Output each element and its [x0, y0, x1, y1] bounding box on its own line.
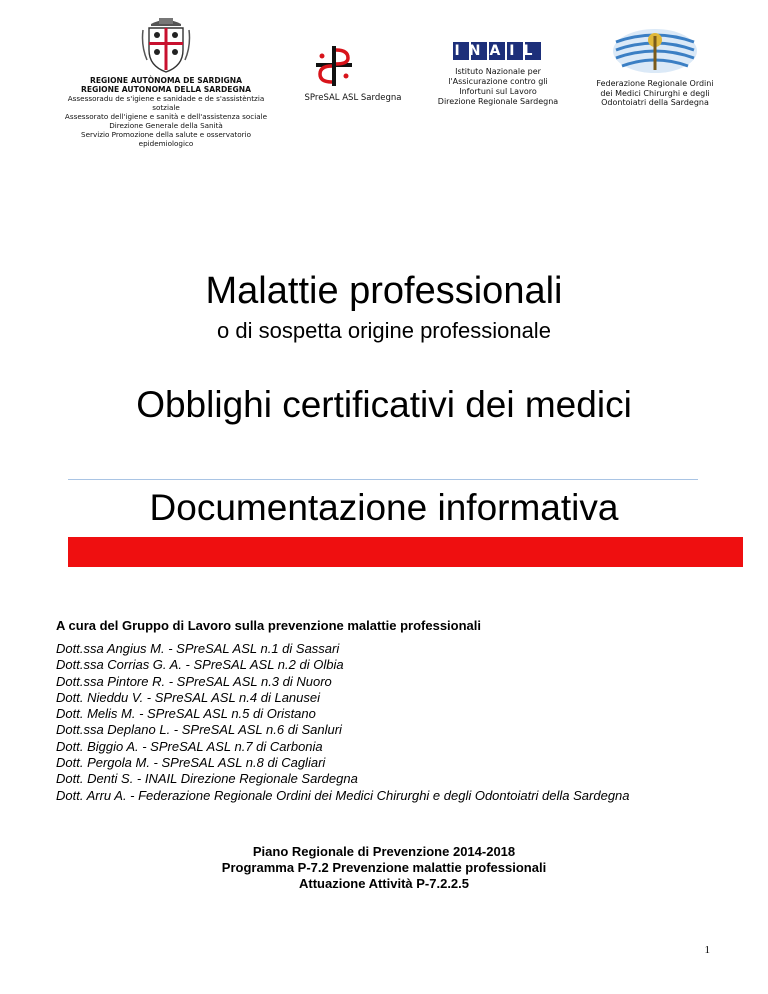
red-banner [68, 537, 743, 567]
author-item: Dott. Denti S. - INAIL Direzione Regionale Sardegna [56, 771, 358, 787]
regione-line1: REGIONE AUTÒNOMA DE SARDIGNA [90, 76, 242, 85]
plan-line3: Attuazione Attività P-7.2.2.5 [299, 876, 469, 891]
author-item: Dott.ssa Pintore R. - SPreSAL ASL n.3 di Nuoro [56, 673, 332, 689]
divider-rule [68, 479, 698, 480]
curated-by: A cura del Gruppo di Lavoro sulla prevenzione malattie professionali [56, 618, 482, 633]
author-item: Dott. Melis M. - SPreSAL ASL n.5 di Oristano [56, 706, 316, 722]
inail-line3: Infortuni sul Lavoro [459, 87, 537, 96]
spresal-caption: SPreSAL ASL Sardegna [304, 93, 402, 103]
author-item: Dott.ssa Corrias G. A. - SPreSAL ASL n.2 di Olbia [56, 657, 344, 673]
author-item: Dott.ssa Deplano L. - SPreSAL ASL n.6 di Sanluri [56, 722, 342, 738]
ordine-line3: Odontoiatri della Sardegna [601, 98, 709, 107]
author-item: Dott. Arru A. - Federazione Regionale Ordini dei Medici Chirurghi e degli Odontoiatri della Sardegna [56, 787, 630, 803]
inail-line2: l'Assicurazione contro gli [448, 77, 548, 86]
obblighi-title: Obblighi certificativi dei medici [136, 384, 632, 425]
logo-federazione-ordini [590, 26, 720, 108]
author-item: Dott.ssa Angius M. - SPreSAL ASL n.1 di Sassari [56, 641, 340, 656]
author-item: Dott. Biggio A. - SPreSAL ASL n.7 di Carbonia [56, 738, 323, 754]
regione-line4: Assessorato dell'igiene e sanità e dell'assistenza sociale [64, 112, 268, 121]
ordine-line2: dei Medici Chirurghi e degli [600, 88, 710, 98]
author-item: Dott. Pergola M. - SPreSAL ASL n.8 di Cagliari [56, 755, 326, 771]
ordine-line1: Federazione Regionale Ordini [596, 79, 714, 88]
page-number: 1 [704, 944, 710, 956]
regione-line2: REGIONE AUTONOMA DELLA SARDEGNA [81, 85, 251, 94]
regione-line5: Direzione Generale della Sanità [109, 121, 223, 130]
inail-line4: Direzione Regionale Sardegna [437, 97, 559, 106]
authors-list [56, 641, 630, 804]
spresal-logo-icon [314, 44, 354, 88]
plan-line1: Piano Regionale di Prevenzione 2014-2018 [252, 844, 516, 859]
author-item: Dott. Nieddu V. - SPreSAL ASL n.4 di Lanusei [56, 689, 321, 705]
main-title: Malattie professionali [205, 270, 563, 312]
sardinia-coat-of-arms-icon [141, 16, 191, 74]
documentazione-title: Documentazione informativa [149, 487, 619, 528]
main-subtitle: o di sospetta origine professionale [217, 318, 551, 343]
inail-wordmark: INAIL [454, 43, 542, 59]
inail-line1: Istituto Nazionale per [455, 67, 541, 76]
logo-spresal [298, 44, 408, 106]
plan-line2: Programma P-7.2 Prevenzione malattie professionali [221, 860, 547, 875]
regione-line3: Assessoradu de s'igiene e sanidade e de s'assistèntzia sotziale [67, 94, 265, 112]
logo-inail [428, 42, 568, 108]
logo-regione-sardegna [56, 16, 276, 148]
plan-block [0, 844, 768, 892]
regione-line6: Servizio Promozione della salute e osservatorio epidemiologico [81, 130, 251, 148]
federazione-ordini-logo-icon [612, 26, 698, 76]
